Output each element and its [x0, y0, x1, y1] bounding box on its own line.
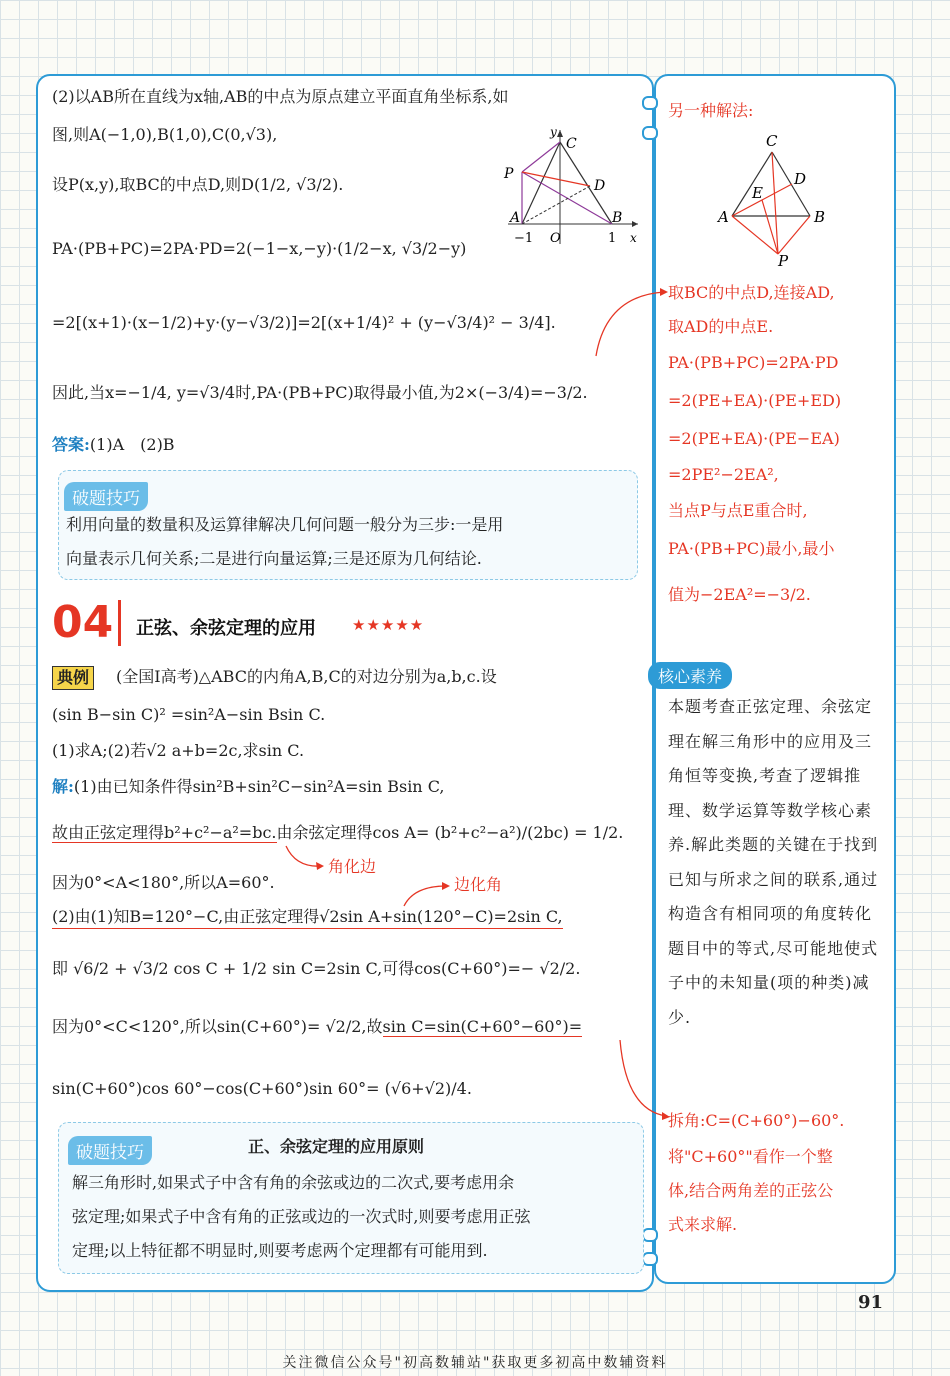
solution-line6b: sin C=sin(C+60°−60°)= [382, 1017, 583, 1036]
solution-line6a: 因为0°<C<120°,所以sin(C+60°)= √2/2,故 [52, 1017, 383, 1036]
fig2-label-E: E [752, 184, 763, 202]
tip2-line3: 定理;以上特征都不明显时,则要考虑两个定理都有可能用到. [72, 1241, 488, 1260]
tip2-title: 正、余弦定理的应用原则 [248, 1137, 425, 1156]
fig2-label-A: A [718, 208, 729, 226]
fig2-label-D: D [794, 170, 807, 188]
alt-line-4: =2(PE+EA)·(PE+ED) [668, 391, 842, 410]
answer-text: (1)A (2)B [89, 435, 175, 454]
fig1-label-C: C [566, 136, 577, 152]
fig1-label-B: B [612, 210, 623, 226]
section-title: 正弦、余弦定理的应用 [136, 618, 316, 639]
fig2-label-C: C [766, 132, 778, 150]
difficulty-stars: ★★★★★ [352, 616, 425, 634]
fig1-label-O: O [550, 231, 561, 246]
example-line1: (全国Ⅰ高考)△ABC的内角A,B,C的对边分别为a,b,c.设 [116, 667, 497, 686]
tip1-line1: 利用向量的数量积及运算律解决几何问题一般分为三步:一是用 [66, 515, 504, 534]
solution-part2-line1: (2)以AB所在直线为x轴,AB的中点为原点建立平面直角坐标系,如 [52, 87, 509, 106]
split-angle-line-2: 将"C+60°"看作一个整 [668, 1147, 833, 1166]
solution-line3: 因为0°<A<180°,所以A=60°. [52, 873, 275, 892]
alt-solution-title: 另一种解法: [668, 101, 754, 120]
fig1-label-P: P [504, 166, 514, 182]
alt-line-9: 值为−2EA²=−3/2. [668, 585, 811, 604]
example-tag: 典例 [52, 666, 94, 690]
alt-line-2: 取AD的中点E. [668, 317, 774, 336]
alt-line-8: PA·(PB+PC)最小,最小 [668, 539, 835, 558]
alt-solution-figure [712, 130, 836, 270]
tip2-line2: 弦定理;如果式子中含有角的正弦或边的一次式时,则要考虑用正弦 [72, 1207, 531, 1226]
split-angle-line-4: 式来求解. [668, 1215, 738, 1234]
core-literacy-text: 本题考查正弦定理、余弦定理在解三角形中的应用及三角恒等变换,考查了逻辑推理、数学运算等数学核心素养.解此类题的关键在于找到已知与所求之间的联系,通过构造含有相同项的角度转化题目中的等式,尽可能地使式子中的未知量(项的种类)减少. [668, 697, 879, 1027]
alt-line-7: 当点P与点E重合时, [668, 501, 808, 520]
solution-label: 解: [52, 777, 74, 796]
solution-part2-line4: PA·(PB+PC)=2PA·PD=2(−1−x,−y)·(1/2−x, √3/2−y) [52, 239, 467, 258]
tip-tag-1: 破题技巧 [64, 482, 148, 511]
split-angle-line-3: 体,结合两角差的正弦公 [668, 1181, 834, 1200]
solution-line7: sin(C+60°)cos 60°−cos(C+60°)sin 60°= (√6+√2)/4. [52, 1079, 472, 1098]
answer-label: 答案: [52, 435, 90, 454]
solution-part2-line2: 图,则A(−1,0),B(1,0),C(0,√3), [52, 125, 278, 144]
alt-line-1: 取BC的中点D,连接AD, [668, 283, 835, 302]
footer-notice: 关注微信公众号"初高数辅站"获取更多初高中数辅资料 [282, 1355, 668, 1371]
fig2-label-P: P [778, 252, 789, 270]
fig1-label-x: x [630, 231, 637, 245]
fig1-label-1: 1 [608, 231, 617, 246]
example-line3: (1)求A;(2)若√2 a+b=2c,求sin C. [52, 741, 305, 760]
solution-line2b: 由余弦定理得cos A= (b²+c²−a²)/(2bc) = 1/2. [276, 823, 624, 842]
fig2-label-B: B [814, 208, 826, 226]
tip2-line1: 解三角形时,如果式子中含有角的余弦或边的二次式,要考虑用余 [72, 1173, 515, 1192]
core-literacy-tag: 核心素养 [648, 662, 732, 689]
fig1-label-y: y [550, 125, 557, 139]
annotation-side-to-angle: 边化角 [454, 875, 503, 894]
solution-part2-line5: =2[(x+1)·(x−1/2)+y·(y−√3/2)]=2[(x+1/4)² + (y−√3/4)² − 3/4]. [52, 313, 556, 332]
split-angle-line-1: 拆角:C=(C+60°)−60°. [668, 1111, 845, 1130]
tip1-line2: 向量表示几何关系;二是进行向量运算;三是还原为几何结论. [66, 549, 482, 568]
solution-line5: 即 √6/2 + √3/2 cos C + 1/2 sin C=2sin C,可得cos(C+60°)=− √2/2. [52, 959, 581, 978]
solution-line2a: 故由正弦定理得b²+c²−a²=bc. [52, 823, 277, 842]
annotation-angle-to-side: 角化边 [328, 857, 377, 876]
fig1-label-A: A [510, 210, 521, 226]
solution-part2-line6: 因此,当x=−1/4, y=√3/4时,PA·(PB+PC)取得最小值,为2×(−3/4)=−3/2. [52, 383, 588, 402]
example-line2: (sin B−sin C)² =sin²A−sin Bsin C. [52, 705, 326, 724]
tip-tag-2: 破题技巧 [68, 1136, 152, 1165]
page-number: 91 [858, 1292, 884, 1313]
fig1-label-D: D [594, 178, 606, 194]
alt-line-5: =2(PE+EA)·(PE−EA) [668, 429, 840, 448]
alt-line-6: =2PE²−2EA², [668, 465, 779, 484]
alt-line-3: PA·(PB+PC)=2PA·PD [668, 353, 839, 372]
solution-line4: (2)由(1)知B=120°−C,由正弦定理得√2sin A+sin(120°−C)=2sin C, [52, 906, 563, 929]
solution-line1-text: (1)由已知条件得sin²B+sin²C−sin²A=sin Bsin C, [73, 777, 445, 796]
fig1-label-minus1: −1 [514, 231, 534, 246]
solution-part2-line3: 设P(x,y),取BC的中点D,则D(1/2, √3/2). [52, 175, 344, 194]
section-number: 04 [52, 597, 114, 648]
